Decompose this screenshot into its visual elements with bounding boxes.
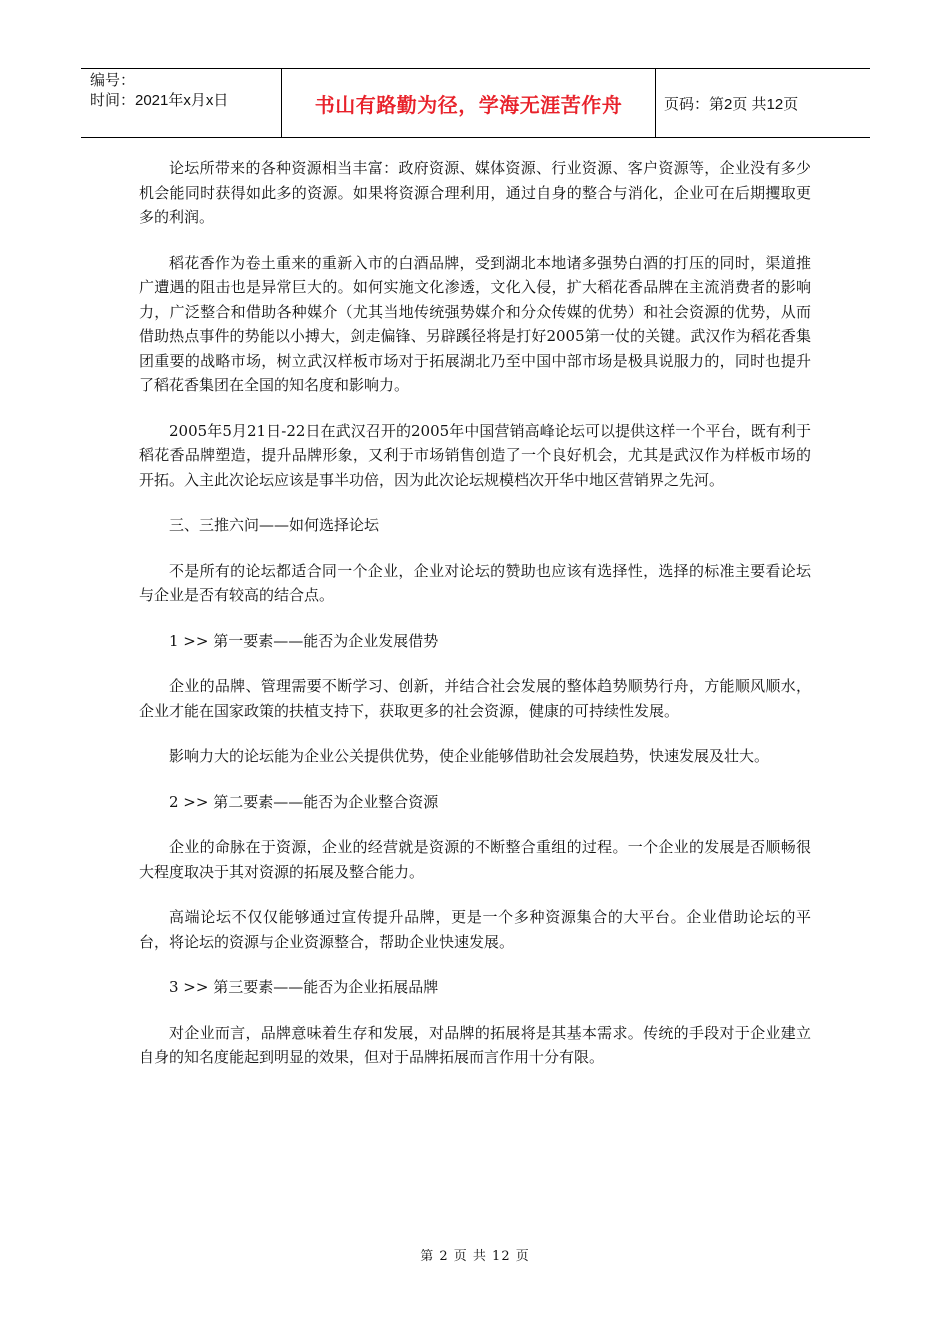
paragraph: 企业的品牌、管理需要不断学习、创新，并结合社会发展的整体趋势顺势行舟，方能顺风顺水，企业才能在国家政策的扶植支持下，获取更多的社会资源，健康的可持续性发展。: [139, 677, 811, 720]
number-label: 编号：: [90, 72, 136, 89]
paragraph: 稻花香作为卷土重来的重新入市的白酒品牌，受到湖北本地诸多强势白酒的打压的同时，渠道推广遭遇的阻击也是异常巨大的。如何实施文化渗透，文化入侵，扩大稻花香品牌在主流消费者的影响力，广泛整合和借助各种媒介（尤其当地传统强势媒介和分众传媒的优势）和社会资源的优势，从而借助热点事件的势能以小搏大，剑走偏锋、另辟蹊径将是打好2005第一仗的关键。武汉作为稻花香集团重要的战略市场，树立武汉样板市场对于拓展湖北乃至中国中部市场是极具说服力的，同时也提升了稻花香集团在全国的知名度和影响力。: [139, 253, 811, 394]
paragraph: 对企业而言，品牌意味着生存和发展，对品牌的拓展将是其基本需求。传统的手段对于企业建立自身的知名度能起到明显的效果，但对于品牌拓展而言作用十分有限。: [139, 1023, 811, 1066]
paragraph: 论坛所带来的各种资源相当丰富：政府资源、媒体资源、行业资源、客户资源等，企业没有多少机会能同时获得如此多的资源。如果将资源合理利用，通过自身的整合与消化，企业可在后期攫取更多的利润。: [139, 159, 811, 226]
section-heading: 三、三推六问——如何选择论坛: [169, 516, 380, 534]
header-page-info: 页码：第2页 共12页: [664, 95, 799, 113]
subsection-heading: 3 >> 第三要素——能否为企业拓展品牌: [169, 978, 439, 996]
header-motto: 书山有路勤为径，学海无涯苦作舟: [282, 69, 656, 137]
header-meta: [81, 69, 282, 137]
date-label: 时间：2021年x月x日: [90, 92, 229, 109]
page-footer: 第 2 页 共 12 页: [420, 1249, 530, 1264]
paragraph: 高端论坛不仅仅能够通过宣传提升品牌，更是一个多种资源集合的大平台。企业借助论坛的平台，将论坛的资源与企业资源整合，帮助企业快速发展。: [139, 908, 811, 951]
paragraph: 企业的命脉在于资源，企业的经营就是资源的不断整合重组的过程。一个企业的发展是否顺畅很大程度取决于其对资源的拓展及整合能力。: [139, 838, 811, 881]
paragraph: 不是所有的论坛都适合同一个企业，企业对论坛的赞助也应该有选择性，选择的标准主要看论坛与企业是否有较高的结合点。: [139, 561, 811, 604]
document-body: [139, 156, 811, 1091]
page-header: [81, 68, 870, 138]
paragraph: 影响力大的论坛能为企业公关提供优势，使企业能够借助社会发展趋势，快速发展及壮大。: [169, 747, 770, 765]
subsection-heading: 1 >> 第一要素——能否为企业发展借势: [169, 631, 439, 650]
subsection-heading: 2 >> 第二要素——能否为企业整合资源: [169, 792, 439, 811]
paragraph: 2005年5月21日-22日在武汉召开的2005年中国营销高峰论坛可以提供这样一个平台，既有利于稻花香品牌塑造，提升品牌形象，又利于市场销售创造了一个良好机会，尤其是武汉作为样板市场的开拓。入主此次论坛应该是事半功倍，因为此次论坛规模档次开华中地区营销界之先河。: [139, 421, 811, 489]
